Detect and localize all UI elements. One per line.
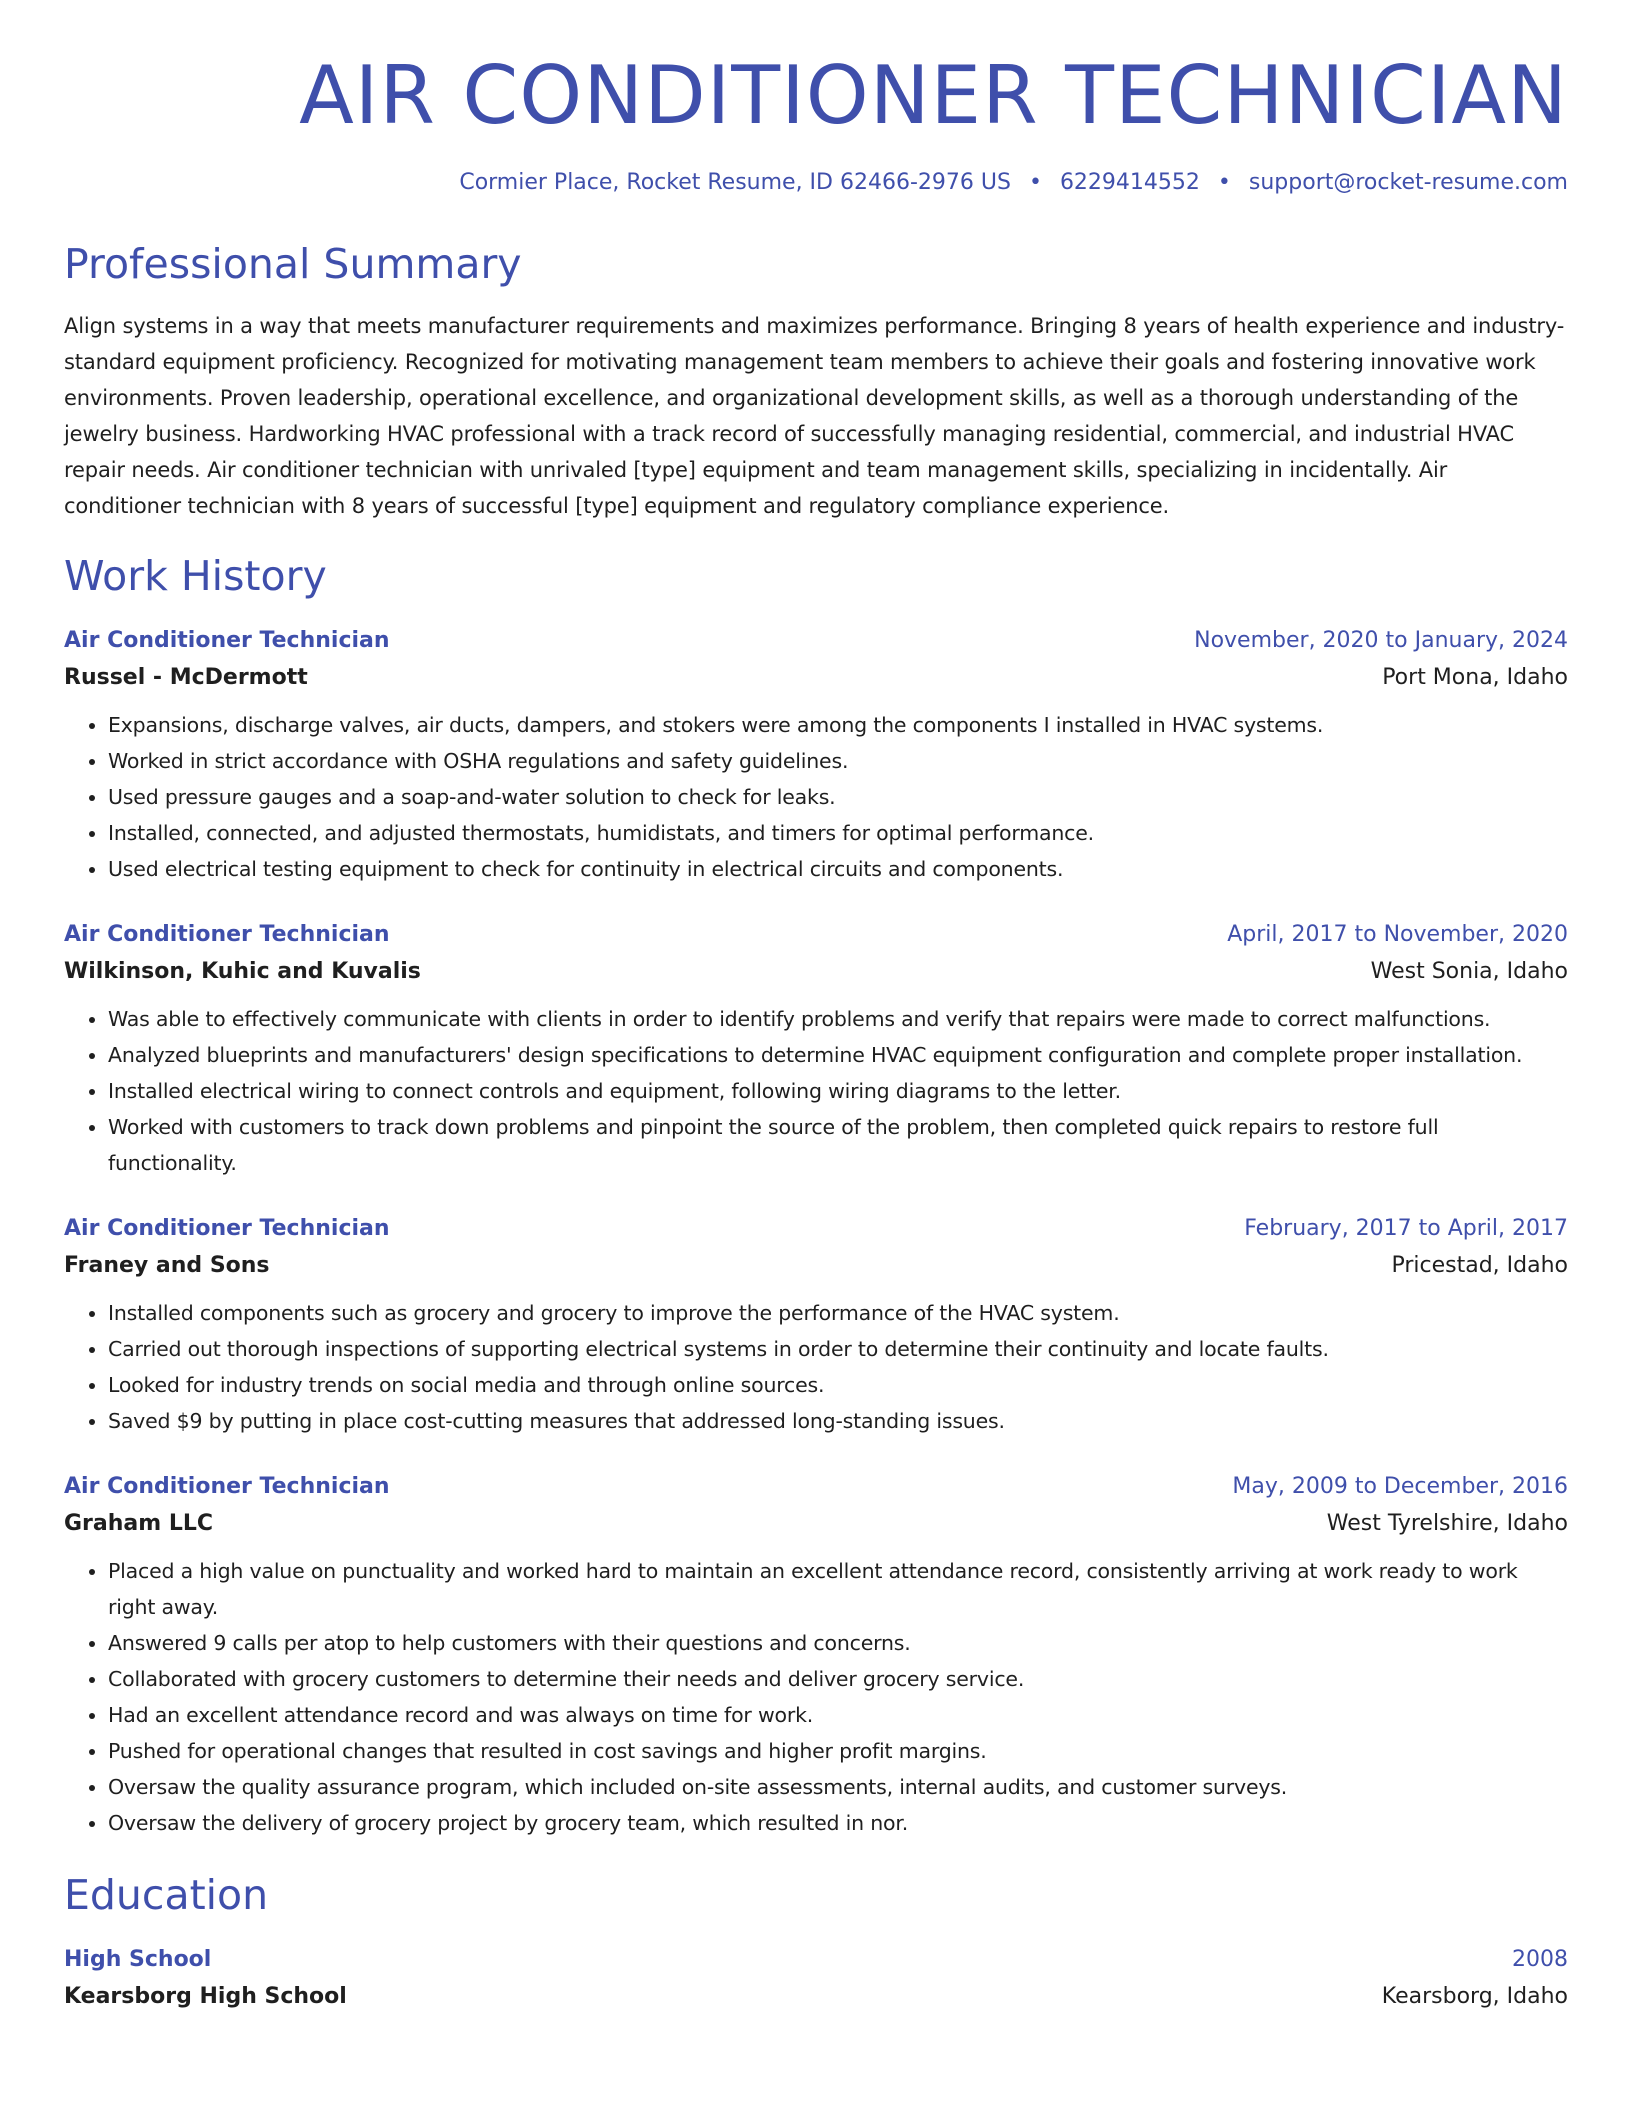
job-bullets xyxy=(64,707,1568,887)
job-bullet: • Used electrical testing equipment to check for continuity in electrical circuits and components. xyxy=(108,851,1568,887)
job-bullet: • Answered 9 calls per atop to help customers with their questions and concerns. xyxy=(108,1625,1568,1661)
job-location: Port Mona, Idaho xyxy=(1382,664,1568,690)
job-company: Russel - McDermott xyxy=(64,664,308,690)
job-bullets xyxy=(64,1001,1568,1181)
job-location: Pricestad, Idaho xyxy=(1391,1252,1568,1278)
resume-name-title: AIR CONDITIONER TECHNICIAN xyxy=(299,49,1568,142)
job-dates: February, 2017 to April, 2017 xyxy=(1244,1215,1568,1241)
job-dates: May, 2009 to December, 2016 xyxy=(1232,1473,1568,1499)
job-location: West Tyrelshire, Idaho xyxy=(1326,1510,1568,1536)
job-bullet: • Pushed for operational changes that resulted in cost savings and higher profit margins. xyxy=(108,1733,1568,1769)
summary-heading: Professional Summary xyxy=(64,240,522,289)
job-entry xyxy=(64,1469,1568,1841)
contact-email[interactable]: support@rocket-resume.com xyxy=(1248,170,1568,195)
work-history-heading: Work History xyxy=(64,551,327,600)
job-bullets xyxy=(64,1553,1568,1841)
education-entry xyxy=(64,1942,1568,2016)
resume-page xyxy=(64,0,1568,2016)
job-bullet: • Oversaw the quality assurance program, which included on-site assessments, internal audits, and customer surveys. xyxy=(108,1769,1568,1805)
job-dates: April, 2017 to November, 2020 xyxy=(1227,921,1568,947)
job-bullet: • Was able to effectively communicate with clients in order to identify problems and verify that repairs were made to correct malfunctions. xyxy=(108,1001,1568,1037)
job-bullet: • Collaborated with grocery customers to determine their needs and deliver grocery service. xyxy=(108,1661,1568,1697)
contact-phone[interactable]: 6229414552 xyxy=(1059,170,1200,195)
job-bullet: • Worked with customers to track down problems and pinpoint the source of the problem, then completed quick repairs to restore full functionality. xyxy=(108,1109,1568,1181)
job-bullet: • Carried out thorough inspections of supporting electrical systems in order to determine their continuity and locate faults. xyxy=(108,1331,1568,1367)
job-bullet: • Had an excellent attendance record and was always on time for work. xyxy=(108,1697,1568,1733)
job-bullet: • Expansions, discharge valves, air ducts, dampers, and stokers were among the components I installed in HVAC systems. xyxy=(108,707,1568,743)
job-company: Wilkinson, Kuhic and Kuvalis xyxy=(64,958,421,984)
job-bullet: • Used pressure gauges and a soap-and-water solution to check for leaks. xyxy=(108,779,1568,815)
job-title: Air Conditioner Technician xyxy=(64,1215,390,1241)
education-year: 2008 xyxy=(1512,1946,1568,1972)
job-title: Air Conditioner Technician xyxy=(64,1473,390,1499)
summary-text: Align systems in a way that meets manufacturer requirements and maximizes performance. Bringing 8 years of health experience and industry-standard equipment proficiency. Recognized for motivating management team members to achieve their goals and fostering innovative work environments. Proven leadership, operational excellence, and organizational development skills, as well as a thorough understanding of the jewelry business. Hardworking HVAC professional with a track record of successfully managing residential, commercial, and industrial HVAC repair needs. Air conditioner technician with unrivaled [type] equipment and team management skills, specializing in incidentally. Air conditioner technician with 8 years of successful [type] equipment and regulatory compliance experience. xyxy=(64,313,1565,518)
contact-separator: • xyxy=(1028,170,1042,195)
job-title: Air Conditioner Technician xyxy=(64,921,390,947)
job-entry xyxy=(64,623,1568,887)
job-bullet: • Looked for industry trends on social media and through online sources. xyxy=(108,1367,1568,1403)
job-entry xyxy=(64,917,1568,1181)
education-degree: High School xyxy=(64,1946,212,1972)
education-school: Kearsborg High School xyxy=(64,1983,347,2009)
job-bullet: • Installed components such as grocery and grocery to improve the performance of the HVAC system. xyxy=(108,1295,1568,1331)
job-entry xyxy=(64,1211,1568,1439)
job-bullet: • Worked in strict accordance with OSHA regulations and safety guidelines. xyxy=(108,743,1568,779)
job-bullet: • Saved $9 by putting in place cost-cutting measures that addressed long-standing issues. xyxy=(108,1403,1568,1439)
job-bullet: • Installed, connected, and adjusted thermostats, humidistats, and timers for optimal performance. xyxy=(108,815,1568,851)
job-dates: November, 2020 to January, 2024 xyxy=(1194,627,1568,653)
education-location: Kearsborg, Idaho xyxy=(1381,1983,1568,2009)
job-bullets xyxy=(64,1295,1568,1439)
job-location: West Sonia, Idaho xyxy=(1370,958,1568,984)
job-bullet: • Oversaw the delivery of grocery project by grocery team, which resulted in nor. xyxy=(108,1805,1568,1841)
contact-address: Cormier Place, Rocket Resume, ID 62466-2976 US xyxy=(459,170,1011,195)
job-title: Air Conditioner Technician xyxy=(64,627,390,653)
job-bullet: • Analyzed blueprints and manufacturers' design specifications to determine HVAC equipment configuration and complete proper installation. xyxy=(108,1037,1568,1073)
job-bullet: • Installed electrical wiring to connect controls and equipment, following wiring diagrams to the letter. xyxy=(108,1073,1568,1109)
job-company: Franey and Sons xyxy=(64,1252,270,1278)
job-bullet: • Placed a high value on punctuality and worked hard to maintain an excellent attendance record, consistently arriving at work ready to work right away. xyxy=(108,1553,1568,1625)
job-company: Graham LLC xyxy=(64,1510,214,1536)
contact-separator: • xyxy=(1217,170,1231,195)
contact-line xyxy=(64,170,1568,196)
education-heading: Education xyxy=(64,1870,269,1919)
